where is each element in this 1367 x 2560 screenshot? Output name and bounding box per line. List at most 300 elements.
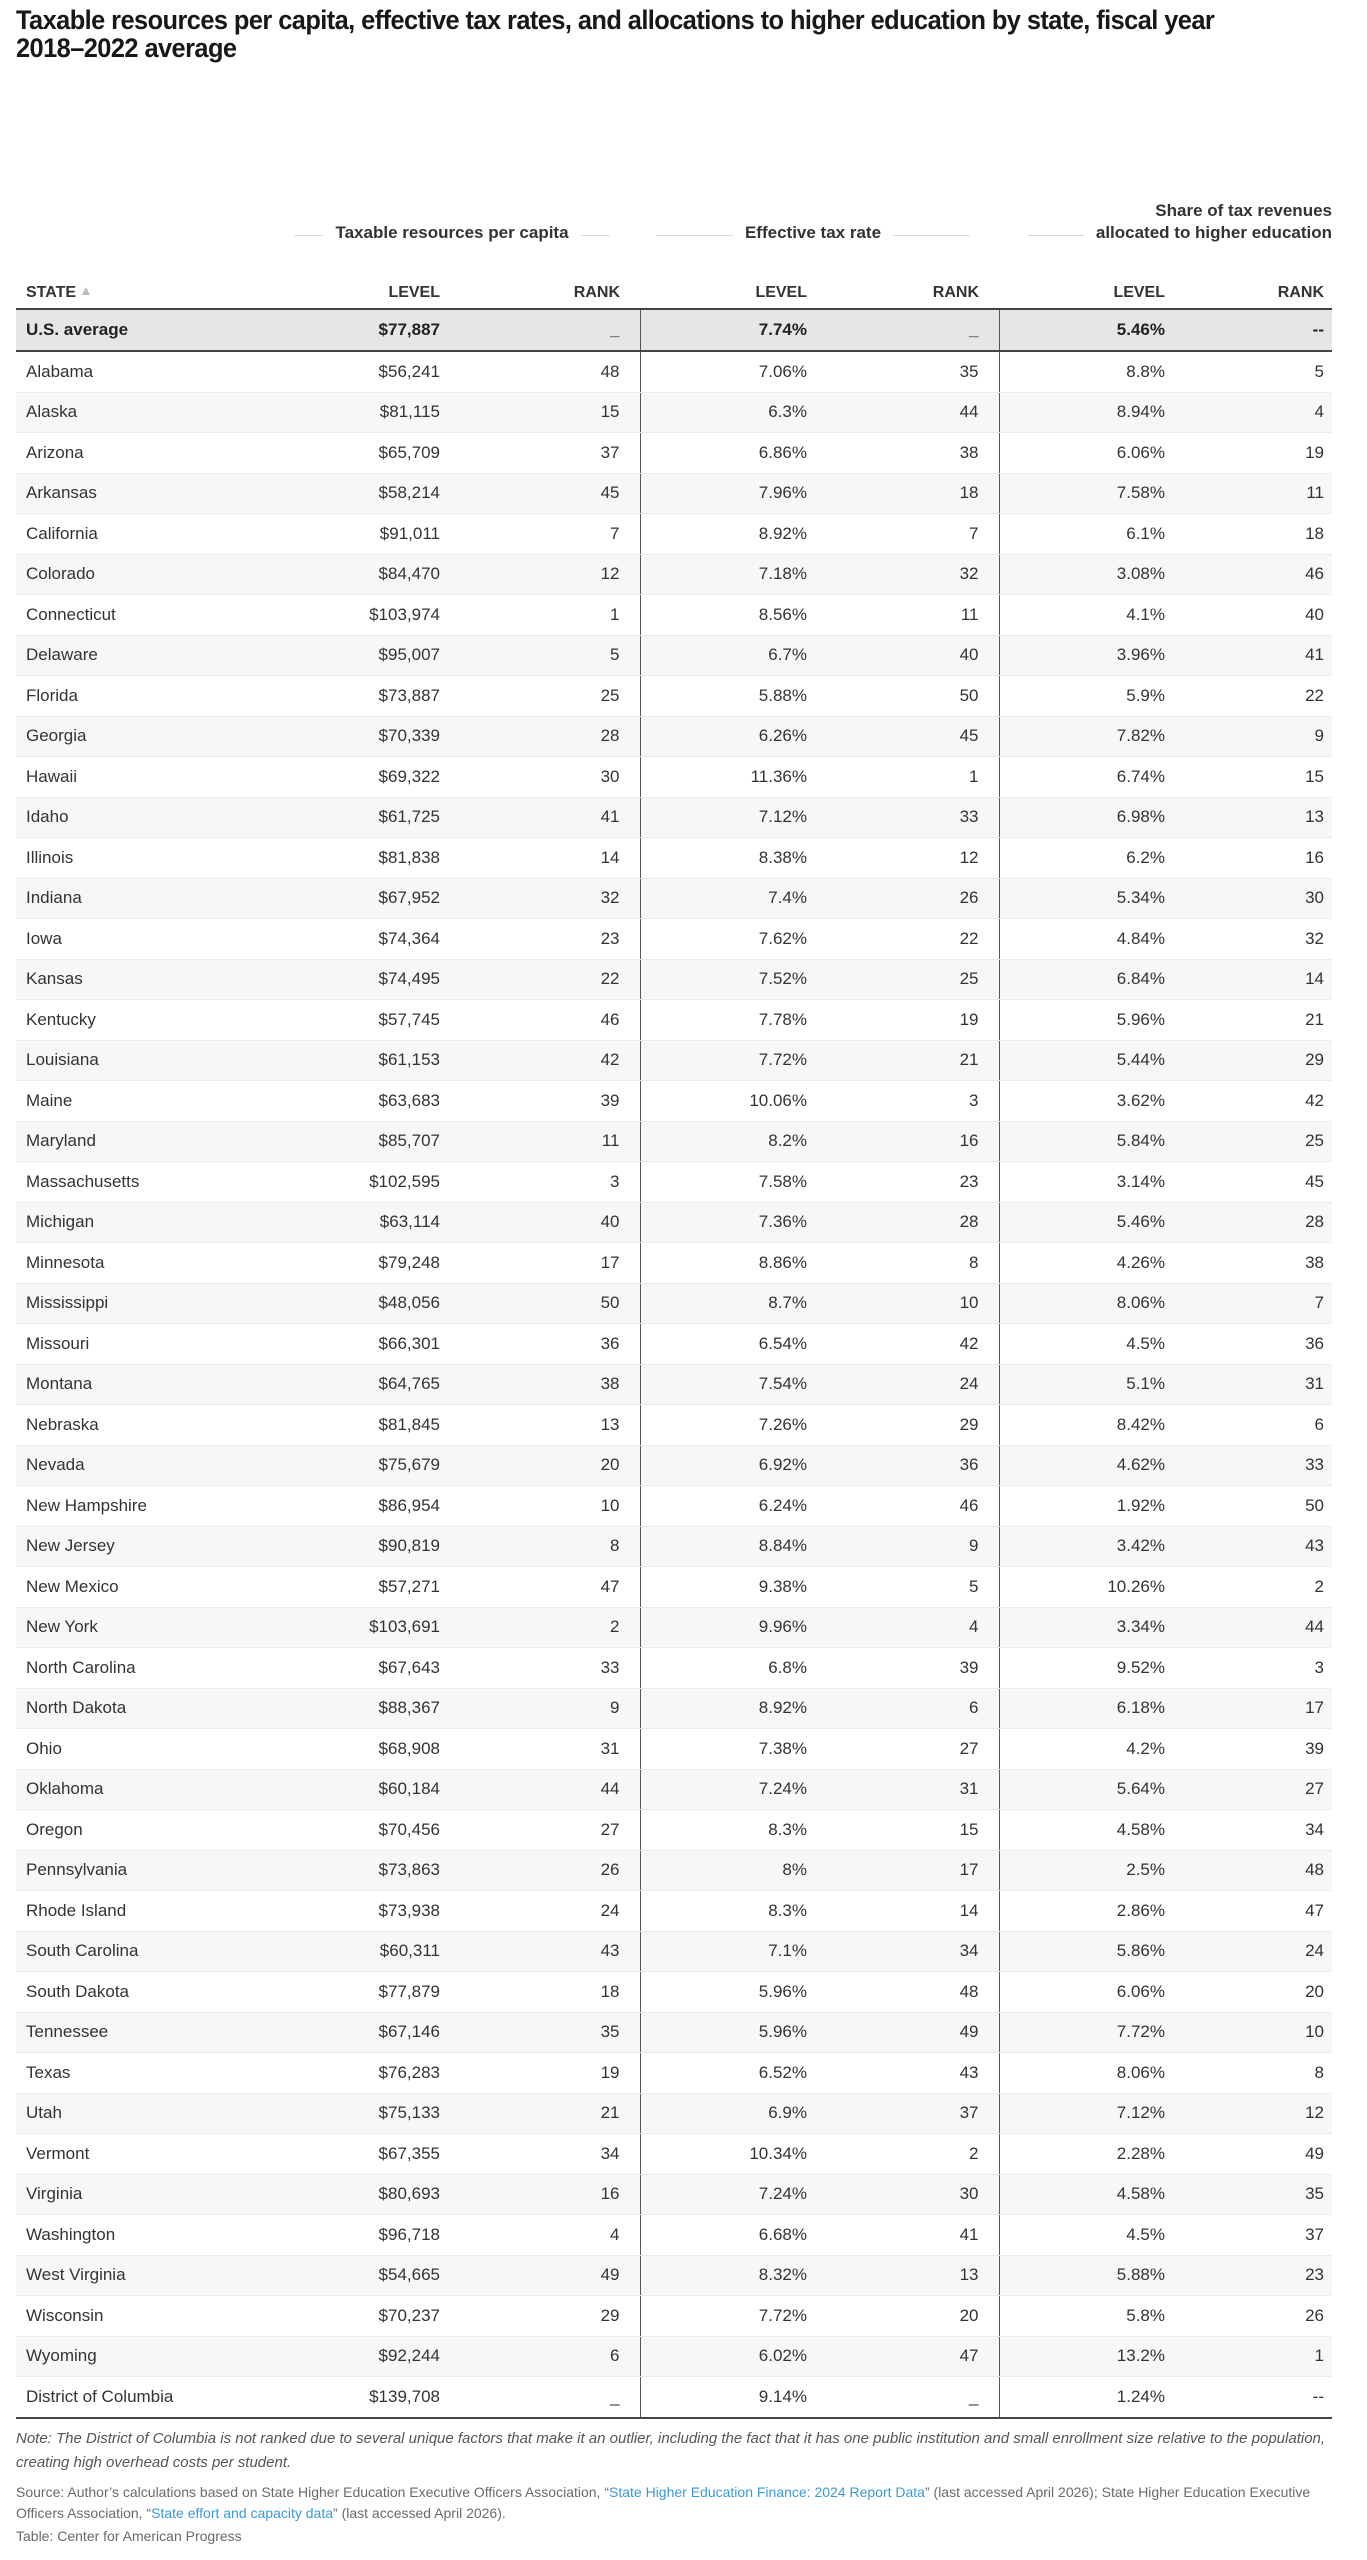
share-rank: 26 <box>1165 2296 1332 2337</box>
taxable-rank: 26 <box>440 1850 640 1891</box>
tax-rank: 5 <box>807 1567 999 1608</box>
taxable-rank: 25 <box>440 676 640 717</box>
share-level: 5.46% <box>999 309 1165 351</box>
state-name: New York <box>16 1607 216 1648</box>
taxable-level: $95,007 <box>216 635 440 676</box>
taxable-level: $75,133 <box>216 2093 440 2134</box>
source-link-report-data[interactable]: State Higher Education Finance: 2024 Report Data <box>609 2484 925 2500</box>
tax-level: 6.9% <box>640 2093 807 2134</box>
tax-level: 7.54% <box>640 1364 807 1405</box>
table-row <box>16 2053 1332 2094</box>
share-level: 2.5% <box>999 1850 1165 1891</box>
state-name: Utah <box>16 2093 216 2134</box>
state-name: New Jersey <box>16 1526 216 1567</box>
state-name: Illinois <box>16 838 216 879</box>
share-level: 3.14% <box>999 1162 1165 1203</box>
tax-rank: 40 <box>807 635 999 676</box>
tax-rank: 22 <box>807 919 999 960</box>
share-rank: 40 <box>1165 595 1332 636</box>
share-rank: 42 <box>1165 1081 1332 1122</box>
taxable-level: $56,241 <box>216 351 440 392</box>
share-rank: 21 <box>1165 1000 1332 1041</box>
share-level: 5.88% <box>999 2255 1165 2296</box>
state-name: Louisiana <box>16 1040 216 1081</box>
taxable-rank: 10 <box>440 1486 640 1527</box>
tax-level: 7.12% <box>640 797 807 838</box>
group-rule <box>294 235 323 236</box>
table-row <box>16 1486 1332 1527</box>
tax-rank: 15 <box>807 1810 999 1851</box>
table-row <box>16 1081 1332 1122</box>
tax-level: 7.24% <box>640 1769 807 1810</box>
source-text: ” (last accessed April 2026). <box>333 2505 506 2521</box>
share-rank: 38 <box>1165 1243 1332 1284</box>
share-rank: 6 <box>1165 1405 1332 1446</box>
taxable-level: $75,679 <box>216 1445 440 1486</box>
tax-rank: 21 <box>807 1040 999 1081</box>
state-name: Iowa <box>16 919 216 960</box>
taxable-rank: 45 <box>440 473 640 514</box>
share-level: 6.18% <box>999 1688 1165 1729</box>
tax-level: 7.52% <box>640 959 807 1000</box>
taxable-rank: 3 <box>440 1162 640 1203</box>
column-header-tax-rank[interactable]: RANK <box>932 284 979 301</box>
tax-level: 10.06% <box>640 1081 807 1122</box>
share-rank: 19 <box>1165 433 1332 474</box>
taxable-rank: 5 <box>440 635 640 676</box>
taxable-level: $74,495 <box>216 959 440 1000</box>
tax-rank: 35 <box>807 351 999 392</box>
taxable-rank: 41 <box>440 797 640 838</box>
tax-level: 8.92% <box>640 1688 807 1729</box>
share-rank: 41 <box>1165 635 1332 676</box>
table-row <box>16 635 1332 676</box>
taxable-level: $60,311 <box>216 1931 440 1972</box>
state-name: New Mexico <box>16 1567 216 1608</box>
tax-level: 6.86% <box>640 433 807 474</box>
column-header-state[interactable] <box>16 250 216 309</box>
tax-rank: 26 <box>807 878 999 919</box>
taxable-rank: 44 <box>440 1769 640 1810</box>
tax-level: 10.34% <box>640 2134 807 2175</box>
group-label-tax-rate: Effective tax rate <box>744 223 882 242</box>
share-rank: 15 <box>1165 757 1332 798</box>
taxable-rank: 17 <box>440 1243 640 1284</box>
share-rank: 36 <box>1165 1324 1332 1365</box>
share-level: 5.96% <box>999 1000 1165 1041</box>
tax-rank: 41 <box>807 2215 999 2256</box>
state-name: Maine <box>16 1081 216 1122</box>
tax-level: 6.26% <box>640 716 807 757</box>
share-rank: 13 <box>1165 797 1332 838</box>
taxable-level: $90,819 <box>216 1526 440 1567</box>
state-name: Maryland <box>16 1121 216 1162</box>
tax-rank: 46 <box>807 1486 999 1527</box>
tax-rank: _ <box>807 2377 999 2418</box>
taxable-level: $57,271 <box>216 1567 440 1608</box>
table-row <box>16 1891 1332 1932</box>
taxable-level: $85,707 <box>216 1121 440 1162</box>
share-rank: 14 <box>1165 959 1332 1000</box>
share-rank: 30 <box>1165 878 1332 919</box>
taxable-rank: 14 <box>440 838 640 879</box>
share-level: 2.86% <box>999 1891 1165 1932</box>
share-level: 8.06% <box>999 2053 1165 2094</box>
taxable-rank: 46 <box>440 1000 640 1041</box>
table-row <box>16 797 1332 838</box>
group-rule <box>656 235 733 236</box>
taxable-rank: 27 <box>440 1810 640 1851</box>
share-level: 8.06% <box>999 1283 1165 1324</box>
state-name: Colorado <box>16 554 216 595</box>
taxable-rank: 11 <box>440 1121 640 1162</box>
tax-rank: 32 <box>807 554 999 595</box>
share-level: 5.46% <box>999 1202 1165 1243</box>
share-rank: 48 <box>1165 1850 1332 1891</box>
share-rank: 22 <box>1165 676 1332 717</box>
table-row <box>16 1324 1332 1365</box>
column-header-taxable-rank[interactable]: RANK <box>573 284 620 301</box>
state-name: Nebraska <box>16 1405 216 1446</box>
share-rank: 44 <box>1165 1607 1332 1648</box>
tax-level: 6.3% <box>640 392 807 433</box>
table-row <box>16 838 1332 879</box>
state-name: Pennsylvania <box>16 1850 216 1891</box>
state-name: Oklahoma <box>16 1769 216 1810</box>
table-row <box>16 554 1332 595</box>
tax-rank: 8 <box>807 1243 999 1284</box>
tax-rank: 43 <box>807 2053 999 2094</box>
taxable-level: $81,115 <box>216 392 440 433</box>
tax-rank: 45 <box>807 716 999 757</box>
tax-level: 6.24% <box>640 1486 807 1527</box>
state-name: Vermont <box>16 2134 216 2175</box>
taxable-rank: 48 <box>440 351 640 392</box>
share-rank: 46 <box>1165 554 1332 595</box>
taxable-level: $102,595 <box>216 1162 440 1203</box>
tax-level: 6.92% <box>640 1445 807 1486</box>
taxable-rank: 19 <box>440 2053 640 2094</box>
taxable-level: $64,765 <box>216 1364 440 1405</box>
taxable-level: $66,301 <box>216 1324 440 1365</box>
taxable-rank: 37 <box>440 433 640 474</box>
table-row <box>16 2012 1332 2053</box>
table-row <box>16 595 1332 636</box>
table-row <box>16 1526 1332 1567</box>
state-name: Ohio <box>16 1729 216 1770</box>
state-name: South Dakota <box>16 1972 216 2013</box>
table-row <box>16 2215 1332 2256</box>
share-rank: 17 <box>1165 1688 1332 1729</box>
taxable-level: $70,237 <box>216 2296 440 2337</box>
group-label-share <box>1096 200 1332 244</box>
taxable-level: $103,974 <box>216 595 440 636</box>
tax-level: 8.86% <box>640 1243 807 1284</box>
share-rank: 34 <box>1165 1810 1332 1851</box>
state-name: North Dakota <box>16 1688 216 1729</box>
tax-level: 8.92% <box>640 514 807 555</box>
source-link-effort-capacity[interactable]: State effort and capacity data <box>151 2505 334 2521</box>
taxable-level: $48,056 <box>216 1283 440 1324</box>
share-rank: 1 <box>1165 2336 1332 2377</box>
taxable-rank: 29 <box>440 2296 640 2337</box>
table-row <box>16 1445 1332 1486</box>
share-level: 6.06% <box>999 1972 1165 2013</box>
share-level: 1.92% <box>999 1486 1165 1527</box>
state-name: Wyoming <box>16 2336 216 2377</box>
tax-rank: 2 <box>807 2134 999 2175</box>
state-name: Washington <box>16 2215 216 2256</box>
tax-level: 7.1% <box>640 1931 807 1972</box>
taxable-level: $67,146 <box>216 2012 440 2053</box>
table-row <box>16 1769 1332 1810</box>
table-row <box>16 1000 1332 1041</box>
tax-level: 8.2% <box>640 1121 807 1162</box>
share-level: 6.84% <box>999 959 1165 1000</box>
tax-rank: 20 <box>807 2296 999 2337</box>
table-row <box>16 433 1332 474</box>
state-name: North Carolina <box>16 1648 216 1689</box>
table-row <box>16 2134 1332 2175</box>
tax-rank: 42 <box>807 1324 999 1365</box>
table-row <box>16 1364 1332 1405</box>
table-row <box>16 2377 1332 2418</box>
state-name: Minnesota <box>16 1243 216 1284</box>
table-source <box>16 2482 1336 2524</box>
taxable-rank: 18 <box>440 1972 640 2013</box>
table-row <box>16 1243 1332 1284</box>
tax-level: 6.54% <box>640 1324 807 1365</box>
taxable-rank: 1 <box>440 595 640 636</box>
share-level: 4.26% <box>999 1243 1165 1284</box>
share-rank: 3 <box>1165 1648 1332 1689</box>
table-row <box>16 1607 1332 1648</box>
tax-rank: 7 <box>807 514 999 555</box>
share-rank: 16 <box>1165 838 1332 879</box>
table-row <box>16 1850 1332 1891</box>
share-rank: 49 <box>1165 2134 1332 2175</box>
taxable-rank: 15 <box>440 392 640 433</box>
table-note: Note: The District of Columbia is not ranked due to several unique factors that make it an outlier, including the fact that it has one public institution and small enrollment size relative to the population, creating high overhead costs per student. <box>16 2430 1326 2471</box>
share-rank: 37 <box>1165 2215 1332 2256</box>
group-rule <box>581 235 610 236</box>
share-level: 13.2% <box>999 2336 1165 2377</box>
tax-rank: 14 <box>807 1891 999 1932</box>
source-text: ” (last accessed April 2026); State Higher Education Executive Officers Association, “ <box>16 2484 1311 2521</box>
table-row <box>16 1648 1332 1689</box>
taxable-rank: 2 <box>440 1607 640 1648</box>
taxable-rank: 43 <box>440 1931 640 1972</box>
share-level: 6.1% <box>999 514 1165 555</box>
tax-level: 7.72% <box>640 1040 807 1081</box>
table-row <box>16 1729 1332 1770</box>
taxable-level: $63,114 <box>216 1202 440 1243</box>
tax-rank: 31 <box>807 1769 999 1810</box>
column-header-share-rank[interactable]: RANK <box>1277 284 1324 301</box>
state-name: Alaska <box>16 392 216 433</box>
taxable-level: $57,745 <box>216 1000 440 1041</box>
share-level: 7.58% <box>999 473 1165 514</box>
taxable-level: $54,665 <box>216 2255 440 2296</box>
table-row <box>16 1972 1332 2013</box>
share-level: 4.58% <box>999 2174 1165 2215</box>
share-level: 4.84% <box>999 919 1165 960</box>
tax-rank: 34 <box>807 1931 999 1972</box>
state-name: Connecticut <box>16 595 216 636</box>
tax-rank: 44 <box>807 392 999 433</box>
taxable-level: $86,954 <box>216 1486 440 1527</box>
tax-level: 8.3% <box>640 1810 807 1851</box>
share-level: 9.52% <box>999 1648 1165 1689</box>
table-row <box>16 2093 1332 2134</box>
state-name: Nevada <box>16 1445 216 1486</box>
share-level: 2.28% <box>999 2134 1165 2175</box>
taxable-rank: 13 <box>440 1405 640 1446</box>
tax-level: 9.14% <box>640 2377 807 2418</box>
taxable-level: $81,838 <box>216 838 440 879</box>
share-rank: 24 <box>1165 1931 1332 1972</box>
share-level: 8.94% <box>999 392 1165 433</box>
tax-rank: 50 <box>807 676 999 717</box>
share-level: 4.62% <box>999 1445 1165 1486</box>
taxable-rank: 28 <box>440 716 640 757</box>
state-name: Arkansas <box>16 473 216 514</box>
share-rank: 39 <box>1165 1729 1332 1770</box>
tax-level: 7.38% <box>640 1729 807 1770</box>
group-label-share-line1: Share of tax revenues <box>1155 201 1332 220</box>
tax-rank: 17 <box>807 1850 999 1891</box>
share-level: 5.34% <box>999 878 1165 919</box>
state-name: Massachusetts <box>16 1162 216 1203</box>
tax-level: 7.4% <box>640 878 807 919</box>
tax-rank: 18 <box>807 473 999 514</box>
state-name: Georgia <box>16 716 216 757</box>
taxable-rank: 49 <box>440 2255 640 2296</box>
taxable-rank: 47 <box>440 1567 640 1608</box>
tax-rank: 24 <box>807 1364 999 1405</box>
table-row <box>16 1567 1332 1608</box>
share-level: 8.42% <box>999 1405 1165 1446</box>
taxable-rank: 40 <box>440 1202 640 1243</box>
share-rank: -- <box>1165 309 1332 351</box>
taxable-rank: 9 <box>440 1688 640 1729</box>
share-level: 7.12% <box>999 2093 1165 2134</box>
taxable-rank: 32 <box>440 878 640 919</box>
share-rank: 45 <box>1165 1162 1332 1203</box>
share-level: 3.62% <box>999 1081 1165 1122</box>
group-label-share-line2: allocated to higher education <box>1095 223 1332 242</box>
state-name: Idaho <box>16 797 216 838</box>
share-rank: 7 <box>1165 1283 1332 1324</box>
taxable-rank: 35 <box>440 2012 640 2053</box>
state-name: Missouri <box>16 1324 216 1365</box>
tax-level: 5.96% <box>640 2012 807 2053</box>
table-row <box>16 351 1332 392</box>
tax-rank: 1 <box>807 757 999 798</box>
share-rank: 33 <box>1165 1445 1332 1486</box>
share-level: 6.2% <box>999 838 1165 879</box>
taxable-rank: 4 <box>440 2215 640 2256</box>
tax-rank: 10 <box>807 1283 999 1324</box>
tax-level: 7.26% <box>640 1405 807 1446</box>
taxable-level: $77,887 <box>216 309 440 351</box>
share-rank: 43 <box>1165 1526 1332 1567</box>
share-rank: 18 <box>1165 514 1332 555</box>
table-row <box>16 2255 1332 2296</box>
taxable-rank: 42 <box>440 1040 640 1081</box>
share-level: 4.2% <box>999 1729 1165 1770</box>
taxable-rank: 16 <box>440 2174 640 2215</box>
taxable-level: $88,367 <box>216 1688 440 1729</box>
column-header-tax-level[interactable]: LEVEL <box>755 284 807 301</box>
share-level: 1.24% <box>999 2377 1165 2418</box>
tax-level: 8.32% <box>640 2255 807 2296</box>
share-level: 3.96% <box>999 635 1165 676</box>
page-title: Taxable resources per capita, effective tax rates, and allocations to higher education by state, fiscal year 2018–2022 average <box>16 5 1215 63</box>
taxable-rank: 31 <box>440 1729 640 1770</box>
taxable-rank: 23 <box>440 919 640 960</box>
taxable-level: $73,938 <box>216 1891 440 1932</box>
tax-rank: 13 <box>807 2255 999 2296</box>
share-level: 5.1% <box>999 1364 1165 1405</box>
table-row <box>16 2336 1332 2377</box>
table-row <box>16 1202 1332 1243</box>
share-level: 5.64% <box>999 1769 1165 1810</box>
group-label-taxable: Taxable resources per capita <box>335 223 569 242</box>
tax-rank: 30 <box>807 2174 999 2215</box>
tax-rank: 3 <box>807 1081 999 1122</box>
tax-level: 9.96% <box>640 1607 807 1648</box>
column-header-row <box>16 250 1332 309</box>
sort-ascending-icon[interactable] <box>82 287 90 295</box>
column-header-share-level[interactable]: LEVEL <box>1113 284 1165 301</box>
tax-level: 7.72% <box>640 2296 807 2337</box>
state-name: U.S. average <box>16 309 216 351</box>
taxable-level: $81,845 <box>216 1405 440 1446</box>
taxable-rank: 36 <box>440 1324 640 1365</box>
taxable-level: $58,214 <box>216 473 440 514</box>
taxable-level: $67,952 <box>216 878 440 919</box>
table-row <box>16 1121 1332 1162</box>
share-level: 5.44% <box>999 1040 1165 1081</box>
share-level: 6.06% <box>999 433 1165 474</box>
share-level: 4.5% <box>999 1324 1165 1365</box>
taxable-rank: _ <box>440 309 640 351</box>
tax-level: 8.3% <box>640 1891 807 1932</box>
share-rank: -- <box>1165 2377 1332 2418</box>
tax-rank: 11 <box>807 595 999 636</box>
taxable-level: $103,691 <box>216 1607 440 1648</box>
taxable-rank: 21 <box>440 2093 640 2134</box>
share-rank: 28 <box>1165 1202 1332 1243</box>
column-header-taxable-level[interactable]: LEVEL <box>388 284 440 301</box>
share-level: 3.42% <box>999 1526 1165 1567</box>
share-rank: 5 <box>1165 351 1332 392</box>
state-name: New Hampshire <box>16 1486 216 1527</box>
tax-rank: 37 <box>807 2093 999 2134</box>
share-rank: 35 <box>1165 2174 1332 2215</box>
taxable-level: $91,011 <box>216 514 440 555</box>
state-name: South Carolina <box>16 1931 216 1972</box>
column-group-effective-tax-rate <box>644 222 982 244</box>
share-rank: 2 <box>1165 1567 1332 1608</box>
taxable-rank: 50 <box>440 1283 640 1324</box>
share-rank: 4 <box>1165 392 1332 433</box>
tax-level: 7.06% <box>640 351 807 392</box>
group-rule <box>1028 235 1084 236</box>
state-name: Kentucky <box>16 1000 216 1041</box>
taxable-level: $60,184 <box>216 1769 440 1810</box>
